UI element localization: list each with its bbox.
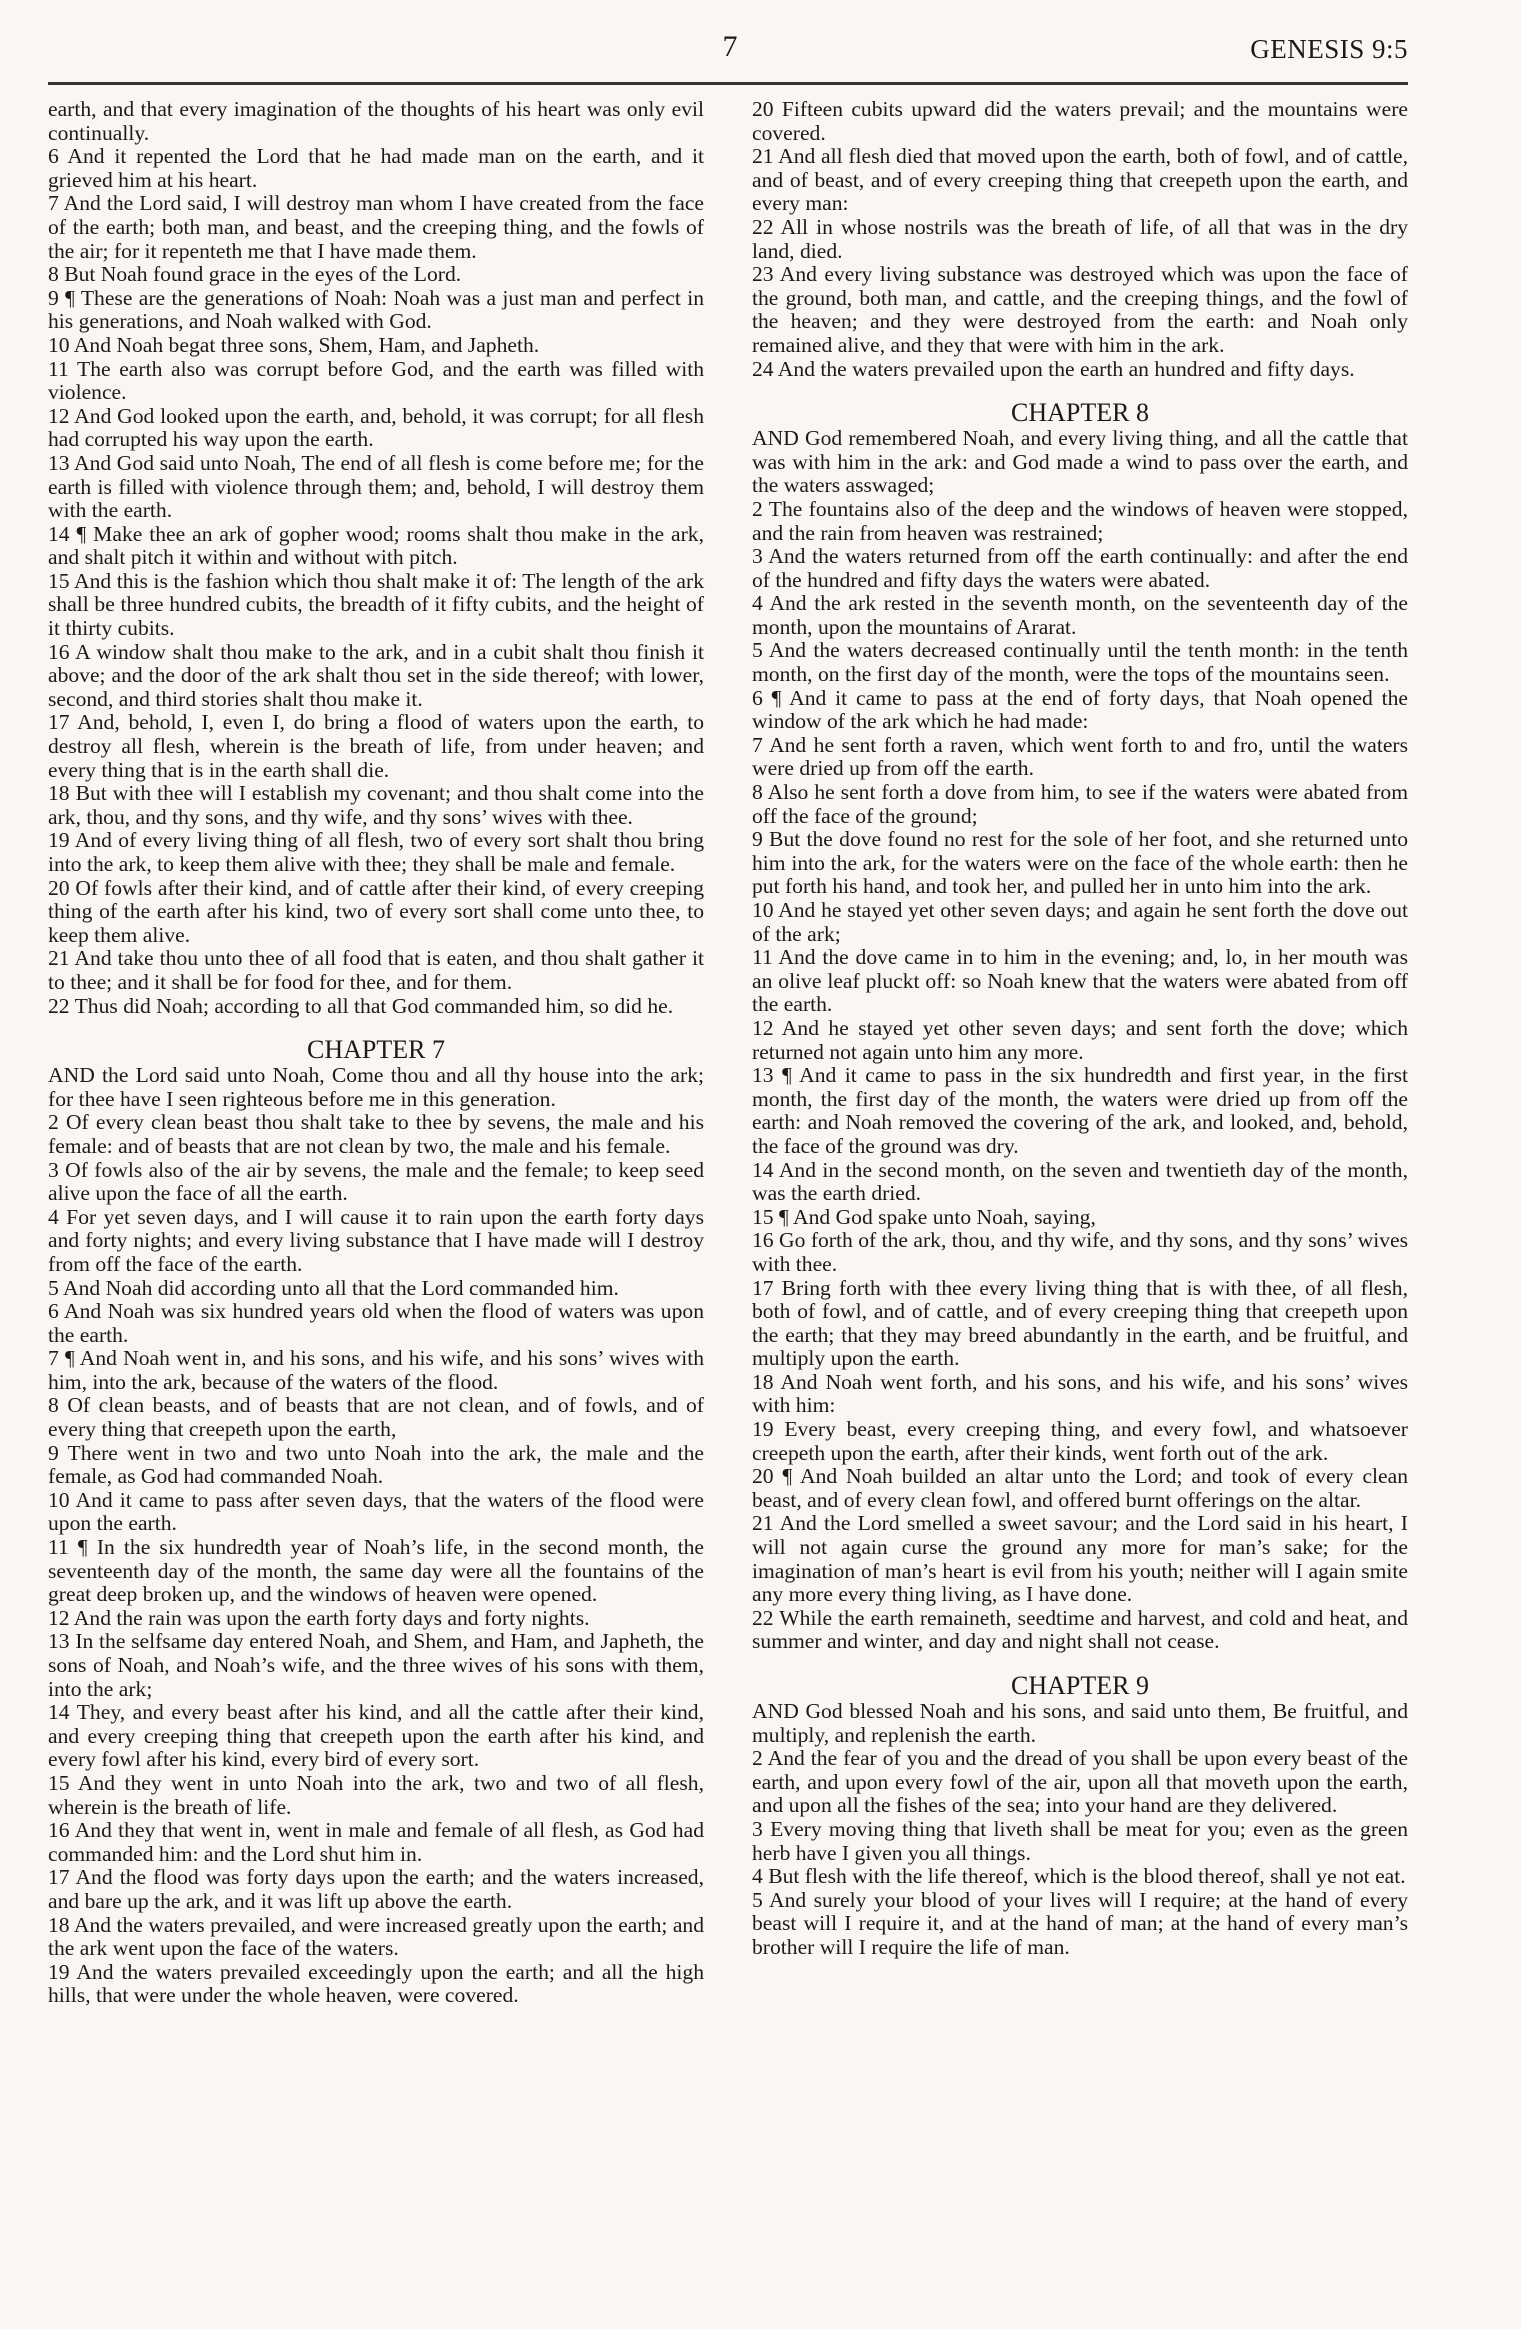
verse: 16 Go forth of the ark, thou, and thy wife, and thy sons, and thy sons’ wives with thee. [752, 1228, 1408, 1276]
verse: 4 And the ark rested in the seventh month, on the seventeenth day of the month, upon the mountains of Ararat. [752, 591, 1408, 639]
verse: 17 And, behold, I, even I, do bring a flood of waters upon the earth, to destroy all flesh, wherein is the breath of life, from under heaven; and every thing that is in the earth shall die. [48, 710, 704, 782]
verse: 20 ¶ And Noah builded an altar unto the Lord; and took of every clean beast, and of every clean fowl, and offered burnt offerings on the altar. [752, 1464, 1408, 1512]
verse: 14 And in the second month, on the seven and twentieth day of the month, was the earth dried. [752, 1157, 1408, 1206]
verse: 17 Bring forth with thee every living thing that is with thee, of all flesh, both of fowl, and of cattle, and of every creeping thing that creepeth upon the earth; that they may breed abundantly in the earth, and be fruitful, and multiply upon the earth. [752, 1275, 1408, 1371]
verse: 13 In the selfsame day entered Noah, and Shem, and Ham, and Japheth, the sons of Noah, and Noah’s wife, and the three wives of his sons with them, into the ark; [48, 1629, 704, 1701]
verse: 12 And God looked upon the earth, and, behold, it was corrupt; for all flesh had corrupted his way upon the earth. [48, 403, 704, 452]
verse: 19 And the waters prevailed exceedingly upon the earth; and all the high hills, that were under the whole heaven, were covered. [48, 1959, 704, 2008]
verse: 9 There went in two and two unto Noah into the ark, the male and the female, as God had commanded Noah. [48, 1440, 704, 1489]
verse: 22 Thus did Noah; according to all that God commanded him, so did he. [48, 993, 674, 1018]
verse: 22 While the earth remaineth, seedtime and harvest, and cold and heat, and summer and winter, and day and night shall not cease. [752, 1605, 1408, 1654]
verse: 19 And of every living thing of all flesh, two of every sort shalt thou bring into the ark, to keep them alive with thee; they shall be male and female. [48, 828, 704, 876]
verse: earth, and that every imagination of the thoughts of his heart was only evil continually. [48, 97, 704, 145]
running-head: GENESIS 9:5 [1250, 34, 1408, 64]
verse: 7 And the Lord said, I will destroy man whom I have created from the face of the earth; both man, and beast, and the creeping thing, and the fowls of the air; for it repenteth me that I have made them. [48, 191, 704, 263]
verse: 6 And Noah was six hundred years old when the flood of waters was upon the earth. [48, 1299, 704, 1347]
verse: 9 But the dove found no rest for the sole of her foot, and she returned unto him into the ark, for the waters were on the face of the whole earth: then he put forth his hand, and took her, and pulled her in unto him into the ark. [752, 827, 1408, 899]
verse: 15 And they went in unto Noah into the ark, two and two of all flesh, wherein is the breath of life. [48, 1770, 704, 1819]
verse: 21 And take thou unto thee of all food that is eaten, and thou shalt gather it to thee; and it shall be for food for thee, and for them. [48, 946, 704, 994]
verse: 6 ¶ And it came to pass at the end of forty days, that Noah opened the window of the ark which he had made: [752, 685, 1408, 734]
verse: 14 ¶ Make thee an ark of gopher wood; rooms shalt thou make in the ark, and shalt pitch it within and without with pitch. [48, 521, 704, 570]
verse: 10 And he stayed yet other seven days; and again he sent forth the dove out of the ark; [752, 898, 1408, 946]
verse: 11 The earth also was corrupt before God, and the earth was filled with violence. [48, 356, 704, 405]
verse: 5 And Noah did according unto all that the Lord commanded him. [48, 1275, 619, 1300]
verse: 24 And the waters prevailed upon the earth an hundred and fifty days. [752, 356, 1355, 381]
verse: 11 And the dove came in to him in the evening; and, lo, in her mouth was an olive leaf pluckt off: so Noah knew that the waters were abated from off the earth. [752, 945, 1408, 1017]
verse: 3 And the waters returned from off the earth continually: and after the end of the hundred and fifty days the waters were abated. [752, 544, 1408, 592]
left-column [48, 98, 704, 2008]
verse: 2 Of every clean beast thou shalt take to thee by sevens, the male and his female: and of beasts that are not clean by two, the male and his female. [48, 1110, 704, 1158]
verse: AND God remembered Noah, and every living thing, and all the cattle that was with him in the ark: and God made a wind to pass over the earth, and the waters asswaged; [752, 426, 1408, 498]
verse: 20 Fifteen cubits upward did the waters prevail; and the mountains were covered. [752, 97, 1408, 145]
right-column [752, 98, 1408, 1960]
verse: 8 But Noah found grace in the eyes of the Lord. [48, 262, 462, 287]
verse: 8 Of clean beasts, and of beasts that are not clean, and of fowls, and of every thing that creepeth upon the earth, [48, 1393, 704, 1442]
verse: 18 And the waters prevailed, and were increased greatly upon the earth; and the ark went upon the face of the waters. [48, 1912, 704, 1961]
verse: 15 ¶ And God spake unto Noah, saying, [752, 1204, 1096, 1229]
verse: 18 But with thee will I establish my covenant; and thou shalt come into the ark, thou, and thy sons, and thy wife, and thy sons’ wives with thee. [48, 781, 704, 829]
chapter-heading: CHAPTER 8 [1011, 398, 1149, 428]
verse: 13 And God said unto Noah, The end of all flesh is come before me; for the earth is filled with violence through them; and, behold, I will destroy them with the earth. [48, 450, 704, 523]
verse: 3 Every moving thing that liveth shall be meat for you; even as the green herb have I given you all things. [752, 1816, 1408, 1865]
verse: 12 And he stayed yet other seven days; and sent forth the dove; which returned not again unto him any more. [752, 1015, 1408, 1064]
chapter-heading: CHAPTER 9 [1011, 1671, 1149, 1700]
verse: 15 And this is the fashion which thou shalt make it of: The length of the ark shall be three hundred cubits, the breadth of it fifty cubits, and the height of it thirty cubits. [48, 568, 704, 641]
chapter-heading: CHAPTER 7 [307, 1035, 445, 1065]
verse: AND the Lord said unto Noah, Come thou and all thy house into the ark; for thee have I seen righteous before me in this generation. [48, 1063, 704, 1111]
verse: 10 And Noah begat three sons, Shem, Ham, and Japheth. [48, 332, 540, 357]
verse: 5 And surely your blood of your lives will I require; at the hand of every beast will I require it, and at the hand of man; at the hand of every man’s brother will I require the life of man. [752, 1887, 1408, 1959]
verse: 2 And the fear of you and the dread of you shall be upon every beast of the earth, and upon every fowl of the air, upon all that moveth upon the earth, and upon all the fishes of the sea; into your hand are they delivered. [752, 1746, 1408, 1818]
verse: 3 Of fowls also of the air by sevens, the male and the female; to keep seed alive upon the face of all the earth. [48, 1157, 704, 1206]
verse: 10 And it came to pass after seven days, that the waters of the flood were upon the earth. [48, 1487, 704, 1536]
verse: 16 And they that went in, went in male and female of all flesh, as God had commanded him: and the Lord shut him in. [48, 1818, 704, 1866]
verse: AND God blessed Noah and his sons, and said unto them, Be fruitful, and multiply, and replenish the earth. [752, 1699, 1408, 1747]
verse: 2 The fountains also of the deep and the windows of heaven were stopped, and the rain from heaven was restrained; [752, 496, 1408, 545]
verse: 13 ¶ And it came to pass in the six hundredth and first year, in the first month, the first day of the month, the waters were dried up from off the earth: and Noah removed the covering of the ark, and looked, and, behold, the face of the ground was dry. [752, 1063, 1408, 1158]
page-number: 7 [722, 30, 738, 63]
verse: 5 And the waters decreased continually until the tenth month: in the tenth month, on the first day of the month, were the tops of the mountains seen. [752, 638, 1408, 687]
verse: 12 And the rain was upon the earth forty days and forty nights. [48, 1605, 590, 1630]
verse: 18 And Noah went forth, and his sons, and his wife, and his sons’ wives with him: [752, 1369, 1408, 1418]
verse: 17 And the flood was forty days upon the earth; and the waters increased, and bare up the ark, and it was lift up above the earth. [48, 1865, 704, 1913]
verse: 21 And the Lord smelled a sweet savour; and the Lord said in his heart, I will not again curse the ground any more for man’s sake; for the imagination of man’s heart is evil from his youth; neither will I again smite any more every thing living, as I have done. [752, 1511, 1408, 1607]
verse: 8 Also he sent forth a dove from him, to see if the waters were abated from off the face of the ground; [752, 780, 1408, 828]
verse: 22 All in whose nostrils was the breath of life, of all that was in the dry land, died. [752, 214, 1408, 263]
verse: 6 And it repented the Lord that he had made man on the earth, and it grieved him at his heart. [48, 144, 704, 192]
verse: 21 And all flesh died that moved upon the earth, both of fowl, and of cattle, and of beast, and of every creeping thing that creepeth upon the earth, and every man: [752, 144, 1408, 216]
verse: 14 They, and every beast after his kind, and all the cattle after their kind, and every creeping thing that creepeth upon the earth after his kind, and every fowl after his kind, every bird of every sort. [48, 1700, 704, 1772]
verse: 23 And every living substance was destroyed which was upon the face of the ground, both man, and cattle, and the creeping things, and the fowl of the heaven; and they were destroyed from the earth: and Noah only remained alive, and they that were with him in the ark. [752, 262, 1408, 357]
verse: 9 ¶ These are the generations of Noah: Noah was a just man and perfect in his generations, and Noah walked with God. [48, 285, 704, 334]
verse: 11 ¶ In the six hundredth year of Noah’s life, in the second month, the seventeenth day of the month, the same day were all the fountains of the great deep broken up, and the windows of heaven were opened. [48, 1535, 704, 1607]
verse: 7 ¶ And Noah went in, and his sons, and his wife, and his sons’ wives with him, into the ark, because of the waters of the flood. [48, 1346, 704, 1394]
verse: 4 But flesh with the life thereof, which is the blood thereof, shall ye not eat. [752, 1864, 1406, 1889]
verse: 19 Every beast, every creeping thing, and every fowl, and whatsoever creepeth upon the earth, after their kinds, went forth out of the ark. [752, 1417, 1408, 1465]
verse: 4 For yet seven days, and I will cause it to rain upon the earth forty days and forty nights; and every living substance that I have made will I destroy from off the face of the earth. [48, 1204, 704, 1276]
verse: 7 And he sent forth a raven, which went forth to and fro, until the waters were dried up from off the earth. [752, 732, 1408, 781]
header-rule [48, 82, 1408, 85]
verse: 16 A window shalt thou make to the ark, and in a cubit shalt thou finish it above; and the door of the ark shalt thou set in the side thereof; with lower, second, and third stories shalt thou make it. [48, 639, 704, 711]
verse: 20 Of fowls after their kind, and of cattle after their kind, of every creeping thing of the earth after his kind, two of every sort shall come unto thee, to keep them alive. [48, 875, 704, 947]
